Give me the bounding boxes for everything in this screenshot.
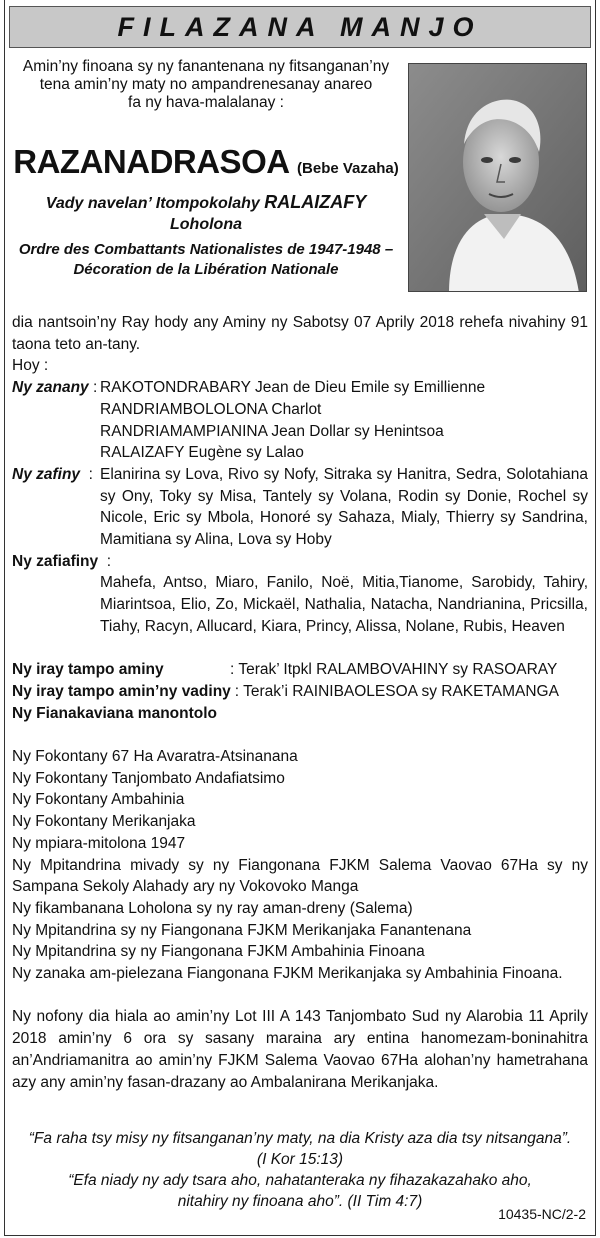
quote-line: nitahiry ny finoana aho”. (II Tim 4:7) [177, 1193, 423, 1210]
community-item: Ny Mpitandrina sy ny Fiangonana FJKM Merikanjaka Fanantenana [12, 921, 472, 939]
community-item: Ny Fokontany Merikanjaka [12, 813, 196, 831]
notice-body [12, 312, 588, 1093]
children-section: Ny zanany : RAKOTONDRABARY Jean de Dieu Emile sy Emillienne RANDRIAMBOLOLONA Charlot RANDRIAMAMPIANINA Jean Dollar sy Henintsoa RALAIZAFY Eugène sy Lalao [12, 377, 588, 464]
honor-line: Décoration de la Libération Nationale [73, 261, 339, 278]
notice-header [9, 6, 591, 48]
quote-line: “Efa niady ny ady tsara aho, nahatanteraka ny fihazakazahako aho, [68, 1172, 532, 1189]
grandchildren-label: Ny zafiny [12, 465, 81, 483]
reference-code: 10435-NC/2-2 [498, 1206, 586, 1222]
widow-block [8, 192, 404, 235]
community-list [12, 746, 588, 985]
relative-value: : Terak’ Itpkl RALAMBOVAHINY sy RASOARAY [230, 661, 558, 679]
relative-row [12, 681, 588, 703]
deceased-name: RAZANADRASOA [13, 143, 289, 180]
quote-line: (I Kor 15:13) [256, 1151, 344, 1168]
intro-line: fa ny hava-malalanay : [128, 94, 284, 111]
community-item: Ny Mpitandrina sy ny Fiangonana FJKM Ambahinia Finoana [12, 943, 425, 961]
relative-label: Ny Fianakaviana manontolo [12, 704, 217, 722]
community-item: Ny Fokontany Ambahinia [12, 791, 185, 809]
great-grandchildren-list: Mahefa, Antso, Miaro, Fanilo, Noë, Mitia,Tianome, Sarobidy, Tahiry, Miarintsoa, Elio, Zo, Mickaël, Nathalia, Natacha, Nandrianina, Pricsilla, Tiahy, Racyn, Allucard, Kiara, Princy, Alissa, Nolane, Rubis, Heaven [100, 574, 588, 635]
relative-row [12, 703, 588, 725]
child-entry: RANDRIAMAMPIANINA Jean Dollar sy Henintsoa [100, 422, 444, 440]
scripture-quotes [12, 1128, 588, 1212]
widow-surname: RALAIZAFY [264, 192, 367, 212]
funeral-details: Ny nofony dia hiala ao amin’ny Lot III A 143 Tanjombato Sud ny Alarobia 11 Aprily 2018 amin’ny 6 ora sy sasany maraina ary entina hanomezam-boninahitra an’Andriamanitra ao amin’ny FJKM Salema Vaovao 67Ha alohan’ny hametrahana azy any amin’ny fasan-drazany ao Ambalanirana Merikanjaka. [12, 1008, 588, 1091]
honors-block [8, 240, 404, 280]
deceased-portrait-photo [408, 63, 587, 292]
great-grandchildren-label: Ny zafiafiny [12, 552, 99, 570]
community-item: Ny Mpitandrina mivady sy ny Fiangonana FJKM Salema Vaovao 67Ha sy ny Sampana Sekoly Alahady ary ny Vokovoko Manga [12, 856, 588, 896]
deceased-alias: (Bebe Vazaha) [297, 160, 399, 177]
relative-label: Ny iray tampo amin’ny vadiny [12, 682, 231, 700]
relative-row [12, 659, 588, 681]
children-label: Ny zanany [12, 379, 89, 397]
honor-line: Ordre des Combattants Nationalistes de 1947-1948 – [18, 241, 394, 258]
child-entry: RANDRIAMBOLOLONA Charlot [100, 400, 322, 418]
community-item: Ny Fokontany 67 Ha Avaratra-Atsinanana [12, 748, 298, 766]
grandchildren-section: Ny zafiny : Elanirina sy Lova, Rivo sy Nofy, Sitraka sy Hanitra, Sedra, Solotahiana sy Ony, Toky sy Misa, Tantely sy Volana, Rodin sy Donie, Rochel sy Nicole, Eric sy Mbola, Honoré sy Sahaza, Mialy, Thierry sy Sandrina, Mamitiana sy Alina, Lova sy Hoby [12, 464, 588, 551]
quote-line: “Fa raha tsy misy ny fitsanganan’ny maty, na dia Kristy aza dia tsy nitsangana”. [28, 1130, 572, 1147]
community-item: Ny Fokontany Tanjombato Andafiatsimo [12, 769, 285, 787]
great-grandchildren-heading: Ny zafiafiny : [12, 552, 112, 570]
deceased-name-block [8, 142, 404, 189]
widow-prefix: Vady navelan’ Itompokolahy [45, 195, 265, 212]
community-item: Ny mpiara-mitolona 1947 [12, 834, 186, 852]
community-item: Ny fikambanana Loholona sy ny ray aman-dreny (Salema) [12, 899, 413, 917]
intro-text [8, 58, 404, 112]
relative-label: Ny iray tampo aminy [12, 661, 164, 679]
grandchildren-list: Elanirina sy Lova, Rivo sy Nofy, Sitraka sy Hanitra, Sedra, Solotahiana sy Ony, Toky sy Misa, Tantely sy Volana, Rodin sy Donie, Rochel sy Nicole, Eric sy Mbola, Honoré sy Sahaza, Mialy, Thierry sy Sandrina, Mamitiana sy Alina, Lova sy Hoby [100, 465, 588, 549]
community-item: Ny zanaka am-pielezana Fiangonana FJKM Merikanjaka sy Ambahinia Finoana. [12, 965, 563, 983]
child-entry: RALAIZAFY Eugène sy Lalao [100, 444, 304, 462]
relative-value: : Terak’i RAINIBAOLESOA sy RAKETAMANGA [234, 682, 559, 700]
intro-line: Amin’ny finoana sy ny fanantenana ny fitsanganan’ny [22, 58, 390, 75]
child-entry: RAKOTONDRABARY Jean de Dieu Emile sy Emillienne [100, 379, 486, 397]
hoy-label: Hoy : [12, 357, 49, 375]
death-announcement: dia nantsoin’ny Ray hody any Aminy ny Sabotsy 07 Aprily 2018 rehefa nivahiny 91 taona teto an-tany. [12, 314, 588, 353]
widow-title: Loholona [170, 216, 242, 233]
intro-line: tena amin’ny maty no ampandrenesanay anareo [39, 76, 373, 93]
notice-title: FILAZANA MANJO [117, 11, 483, 42]
portrait-image [409, 64, 587, 292]
